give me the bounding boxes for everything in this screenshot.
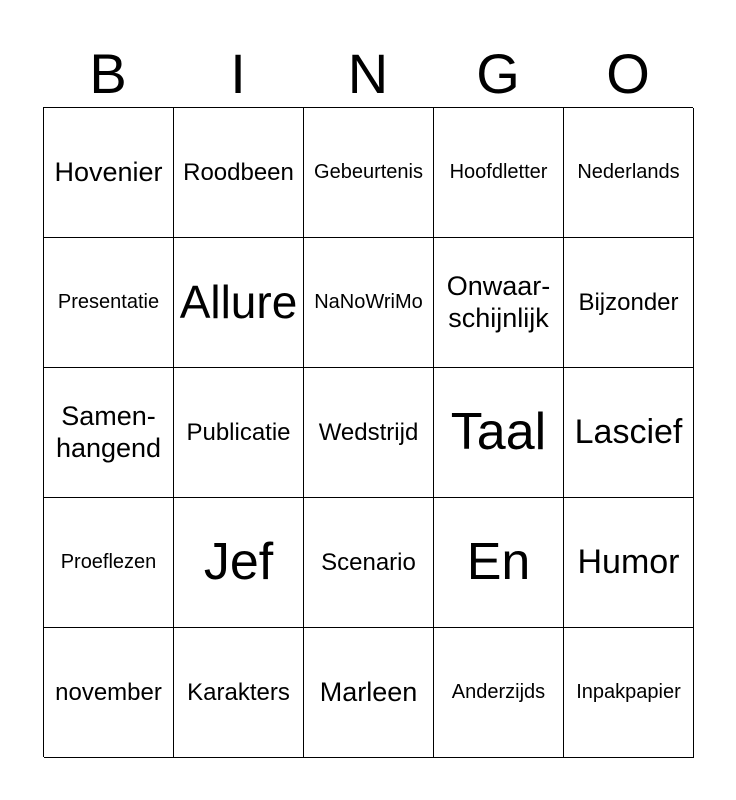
bingo-cell[interactable] (304, 368, 434, 498)
bingo-cell[interactable] (44, 628, 174, 758)
cell-text: Wedstrijd (318, 418, 419, 446)
cell-text: NaNoWriMo (314, 291, 423, 313)
bingo-cell[interactable] (434, 498, 564, 628)
bingo-cell[interactable] (304, 238, 434, 368)
bingo-cell[interactable] (174, 238, 304, 368)
bingo-cell[interactable] (434, 368, 564, 498)
bingo-cell[interactable] (434, 108, 564, 238)
cell-text: Allure (179, 276, 298, 329)
cell-text: november (55, 678, 162, 706)
cell-text: Lascief (574, 412, 683, 451)
bingo-cell[interactable] (304, 108, 434, 238)
bingo-cell[interactable] (44, 498, 174, 628)
bingo-cell[interactable] (44, 108, 174, 238)
bingo-cell[interactable] (174, 368, 304, 498)
cell-text: Samen- hangend (55, 401, 162, 463)
cell-text: Onwaar- schijnlijk (446, 271, 551, 333)
bingo-cell[interactable] (564, 108, 694, 238)
bingo-cell[interactable] (304, 498, 434, 628)
cell-text: Roodbeen (183, 158, 294, 186)
cell-text: Proeflezen (60, 551, 157, 573)
cell-text: Anderzijds (451, 681, 546, 703)
bingo-cell[interactable] (434, 628, 564, 758)
bingo-cell[interactable] (174, 498, 304, 628)
bingo-cell[interactable] (174, 628, 304, 758)
cell-text: Taal (450, 402, 547, 461)
header-letter-i: I (230, 42, 246, 105)
header-letter-b: B (89, 42, 127, 105)
cell-text: Nederlands (577, 161, 680, 183)
header-letter-o: O (606, 42, 650, 105)
cell-text: Gebeurtenis (314, 161, 423, 183)
bingo-cell[interactable] (44, 368, 174, 498)
cell-text: Inpakpapier (576, 681, 681, 703)
header-letter-n: N (347, 42, 389, 105)
cell-text: Karakters (187, 678, 290, 706)
bingo-header (43, 40, 693, 108)
bingo-grid (43, 107, 693, 757)
cell-text: En (466, 532, 531, 591)
cell-text: Publicatie (186, 418, 291, 446)
bingo-cell[interactable] (174, 108, 304, 238)
bingo-cell[interactable] (564, 368, 694, 498)
bingo-cell[interactable] (564, 238, 694, 368)
bingo-cell[interactable] (44, 238, 174, 368)
cell-text: Marleen (319, 676, 418, 707)
cell-text: Hovenier (54, 156, 163, 187)
cell-text: Hoofdletter (449, 161, 548, 183)
cell-text: Jef (203, 532, 274, 591)
bingo-cell[interactable] (564, 628, 694, 758)
cell-text: Presentatie (57, 291, 160, 313)
bingo-cell[interactable] (564, 498, 694, 628)
header-letter-g: G (476, 42, 520, 105)
cell-text: Bijzonder (578, 288, 679, 316)
bingo-cell[interactable] (434, 238, 564, 368)
cell-text: Scenario (321, 548, 416, 576)
bingo-cell[interactable] (304, 628, 434, 758)
cell-text: Humor (577, 542, 680, 581)
